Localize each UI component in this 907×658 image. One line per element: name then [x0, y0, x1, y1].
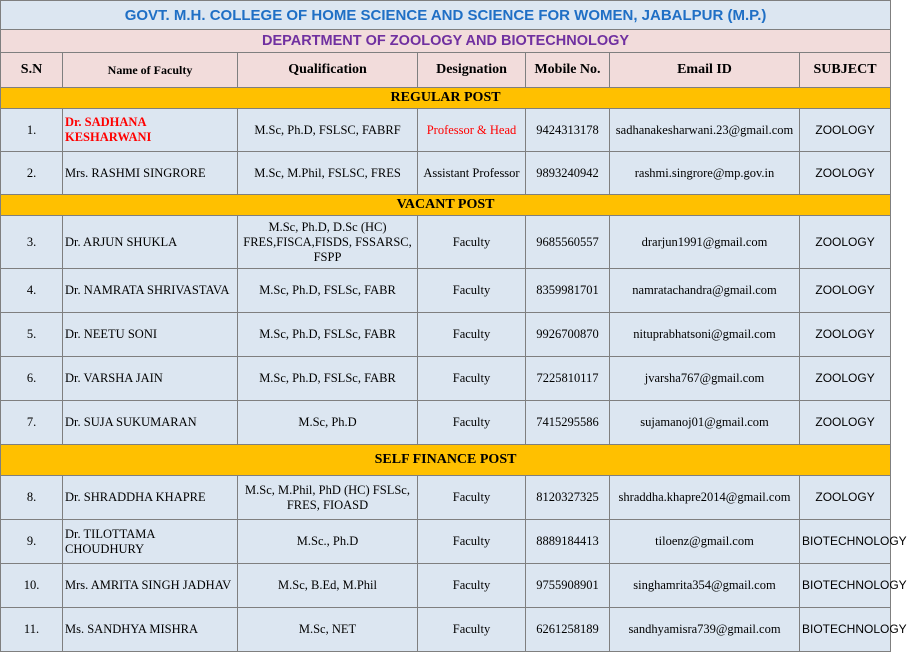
- cell-sn: 3.: [1, 216, 63, 269]
- cell-email: shraddha.khapre2014@gmail.com: [610, 476, 800, 520]
- cell-subject: ZOOLOGY: [800, 313, 891, 357]
- cell-mobile: 7225810117: [526, 357, 610, 401]
- cell-qualification: M.Sc, NET: [238, 608, 418, 652]
- table-row: [1, 401, 891, 445]
- cell-subject: ZOOLOGY: [800, 109, 891, 152]
- cell-email: sadhanakesharwani.23@gmail.com: [610, 109, 800, 152]
- cell-mobile: 8120327325: [526, 476, 610, 520]
- cell-designation: Faculty: [418, 520, 526, 564]
- table-row: [1, 357, 891, 401]
- cell-designation: Faculty: [418, 357, 526, 401]
- cell-qualification: M.Sc, Ph.D, FSLSC, FABRF: [238, 109, 418, 152]
- cell-subject: ZOOLOGY: [800, 357, 891, 401]
- cell-mobile: 9685560557: [526, 216, 610, 269]
- cell-name: Dr. VARSHA JAIN: [63, 357, 238, 401]
- cell-qualification: M.Sc, B.Ed, M.Phil: [238, 564, 418, 608]
- cell-designation: Faculty: [418, 313, 526, 357]
- cell-sn: 1.: [1, 109, 63, 152]
- cell-name: Dr. ARJUN SHUKLA: [63, 216, 238, 269]
- cell-mobile: 9755908901: [526, 564, 610, 608]
- cell-qualification: M.Sc, M.Phil, FSLSC, FRES: [238, 152, 418, 195]
- header-row: [1, 53, 891, 88]
- cell-email: drarjun1991@gmail.com: [610, 216, 800, 269]
- cell-sn: 8.: [1, 476, 63, 520]
- cell-name: Dr. SADHANA KESHARWANI: [63, 109, 238, 152]
- table-row: [1, 608, 891, 652]
- table-row: [1, 476, 891, 520]
- cell-email: rashmi.singrore@mp.gov.in: [610, 152, 800, 195]
- cell-email: jvarsha767@gmail.com: [610, 357, 800, 401]
- section-heading-regular: REGULAR POST: [1, 88, 891, 109]
- cell-name: Mrs. RASHMI SINGRORE: [63, 152, 238, 195]
- college-title: GOVT. M.H. COLLEGE OF HOME SCIENCE AND SCIENCE FOR WOMEN, JABALPUR (M.P.): [1, 1, 891, 30]
- cell-mobile: 7415295586: [526, 401, 610, 445]
- cell-name: Dr. SUJA SUKUMARAN: [63, 401, 238, 445]
- cell-designation: Faculty: [418, 401, 526, 445]
- cell-qualification: M.Sc, M.Phil, PhD (HC) FSLSc, FRES, FIOASD: [238, 476, 418, 520]
- cell-qualification: M.Sc, Ph.D, FSLSc, FABR: [238, 313, 418, 357]
- column-header-qualification: Qualification: [238, 53, 418, 88]
- column-header-name: Name of Faculty: [63, 53, 238, 88]
- cell-qualification: M.Sc, Ph.D, D.Sc (HC) FRES,FISCA,FISDS, FSSARSC, FSPP: [238, 216, 418, 269]
- cell-sn: 4.: [1, 269, 63, 313]
- cell-name: Ms. SANDHYA MISHRA: [63, 608, 238, 652]
- cell-sn: 9.: [1, 520, 63, 564]
- column-header-email: Email ID: [610, 53, 800, 88]
- cell-subject: BIOTECHNOLOGY: [800, 520, 891, 564]
- cell-name: Mrs. AMRITA SINGH JADHAV: [63, 564, 238, 608]
- cell-email: singhamrita354@gmail.com: [610, 564, 800, 608]
- cell-sn: 10.: [1, 564, 63, 608]
- column-header-sn: S.N: [1, 53, 63, 88]
- cell-subject: ZOOLOGY: [800, 401, 891, 445]
- cell-subject: ZOOLOGY: [800, 476, 891, 520]
- section-heading-self-finance: SELF FINANCE POST: [1, 445, 891, 476]
- column-header-designation: Designation: [418, 53, 526, 88]
- cell-email: tiloenz@gmail.com: [610, 520, 800, 564]
- cell-sn: 7.: [1, 401, 63, 445]
- cell-sn: 6.: [1, 357, 63, 401]
- cell-name: Dr. TILOTTAMA CHOUDHURY: [63, 520, 238, 564]
- cell-subject: BIOTECHNOLOGY: [800, 564, 891, 608]
- cell-name: Dr. SHRADDHA KHAPRE: [63, 476, 238, 520]
- cell-email: sujamanoj01@gmail.com: [610, 401, 800, 445]
- column-header-subject: SUBJECT: [800, 53, 891, 88]
- table-row: [1, 269, 891, 313]
- cell-designation: Faculty: [418, 216, 526, 269]
- table-row: [1, 216, 891, 269]
- cell-qualification: M.Sc, Ph.D: [238, 401, 418, 445]
- cell-mobile: 8889184413: [526, 520, 610, 564]
- table-row: [1, 520, 891, 564]
- cell-qualification: M.Sc, Ph.D, FSLSc, FABR: [238, 269, 418, 313]
- cell-mobile: 8359981701: [526, 269, 610, 313]
- cell-mobile: 9893240942: [526, 152, 610, 195]
- cell-subject: ZOOLOGY: [800, 269, 891, 313]
- cell-designation: Faculty: [418, 269, 526, 313]
- cell-subject: ZOOLOGY: [800, 152, 891, 195]
- table-row: [1, 564, 891, 608]
- cell-designation: Faculty: [418, 476, 526, 520]
- cell-designation: Professor & Head: [418, 109, 526, 152]
- table-row: [1, 109, 891, 152]
- cell-sn: 5.: [1, 313, 63, 357]
- cell-mobile: 6261258189: [526, 608, 610, 652]
- table-row: [1, 313, 891, 357]
- cell-designation: Faculty: [418, 564, 526, 608]
- cell-name: Dr. NEETU SONI: [63, 313, 238, 357]
- cell-sn: 2.: [1, 152, 63, 195]
- cell-qualification: M.Sc, Ph.D, FSLSc, FABR: [238, 357, 418, 401]
- cell-subject: ZOOLOGY: [800, 216, 891, 269]
- cell-subject: BIOTECHNOLOGY: [800, 608, 891, 652]
- cell-mobile: 9424313178: [526, 109, 610, 152]
- table-row: [1, 152, 891, 195]
- section-heading-vacant: VACANT POST: [1, 195, 891, 216]
- department-title: DEPARTMENT OF ZOOLOGY AND BIOTECHNOLOGY: [1, 30, 891, 53]
- cell-email: sandhyamisra739@gmail.com: [610, 608, 800, 652]
- cell-email: nituprabhatsoni@gmail.com: [610, 313, 800, 357]
- cell-sn: 11.: [1, 608, 63, 652]
- cell-designation: Assistant Professor: [418, 152, 526, 195]
- cell-designation: Faculty: [418, 608, 526, 652]
- column-header-mobile: Mobile No.: [526, 53, 610, 88]
- cell-name: Dr. NAMRATA SHRIVASTAVA: [63, 269, 238, 313]
- cell-qualification: M.Sc., Ph.D: [238, 520, 418, 564]
- cell-mobile: 9926700870: [526, 313, 610, 357]
- cell-email: namratachandra@gmail.com: [610, 269, 800, 313]
